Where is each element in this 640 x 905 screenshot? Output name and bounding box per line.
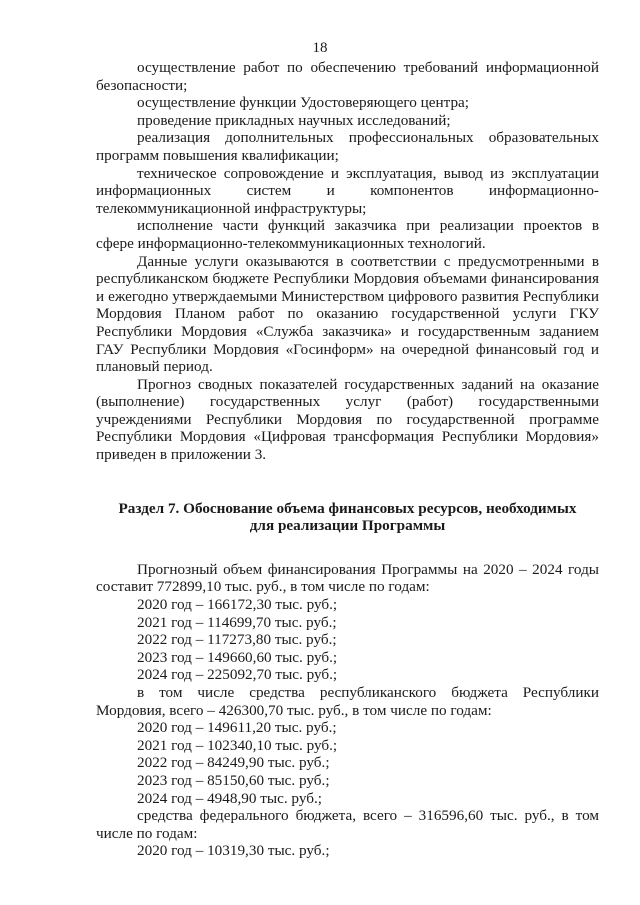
paragraph: Данные услуги оказываются в соответствии с предусмотренными в республиканском бюджете Республики Мордовия объемами финансирования и ежегодно утверждаемыми Министерством цифрового развития Республики Мордовия Планом работ по оказанию государственной услуги ГКУ Республики Мордовия «Служба заказчика» и государственным заданием ГАУ Республики Мордовия «Госинформ» на очередной финансовый год и плановый период. — [96, 252, 599, 376]
list-item: 2021 год – 114699,70 тыс. руб.; — [137, 613, 337, 631]
paragraph: проведение прикладных научных исследований; — [137, 111, 451, 129]
section-title — [96, 500, 599, 535]
section-title-line: для реализации Программы — [249, 517, 446, 535]
paragraph: Прогноз сводных показателей государственных заданий на оказание (выполнение) государственных услуг (работ) государственными учреждениями Республики Мордовия по государственной программе Республики Мордовия «Цифровая трансформация Республики Мордовия» приведен в приложении 3. — [96, 375, 599, 464]
paragraph: техническое сопровождение и эксплуатация, вывод из эксплуатации информационных систем и компонентов информационно-телекоммуникационной инфраструктуры; — [96, 164, 599, 217]
paragraph: в том числе средства республиканского бюджета Республики Мордовия, всего – 426300,70 тыс. руб., в том числе по годам: — [96, 684, 599, 719]
list-item: 2021 год – 102340,10 тыс. руб.; — [137, 736, 338, 754]
paragraph: реализация дополнительных профессиональных образовательных программ повышения квалификации; — [96, 129, 599, 164]
list-item: 2024 год – 225092,70 тыс. руб.; — [137, 666, 338, 684]
paragraph: исполнение части функций заказчика при реализации проектов в сфере информационно-телекоммуникационных технологий. — [96, 217, 599, 252]
list-item: 2022 год – 84249,90 тыс. руб.; — [137, 754, 330, 772]
paragraph: осуществление работ по обеспечению требований информационной безопасности; — [96, 59, 599, 94]
paragraph: осуществление функции Удостоверяющего центра; — [137, 94, 470, 112]
paragraph: средства федерального бюджета, всего – 316596,60 тыс. руб., в том числе по годам: — [96, 807, 599, 842]
section-title-line: Раздел 7. Обоснование объема финансовых ресурсов, необходимых — [118, 499, 577, 517]
list-item: 2020 год – 10319,30 тыс. руб.; — [137, 842, 330, 860]
list-item: 2024 год – 4948,90 тыс. руб.; — [137, 789, 322, 807]
list-item: 2023 год – 149660,60 тыс. руб.; — [137, 648, 338, 666]
paragraph: Прогнозный объем финансирования Программы на 2020 – 2024 годы составит 772899,10 тыс. руб., в том числе по годам: — [96, 560, 599, 596]
list-item: 2023 год – 85150,60 тыс. руб.; — [137, 771, 330, 789]
document-body — [96, 59, 599, 860]
page-number: 18 — [312, 40, 328, 56]
list-item: 2022 год – 117273,80 тыс. руб.; — [137, 631, 337, 649]
list-item: 2020 год – 149611,20 тыс. руб.; — [137, 719, 337, 737]
list-item: 2020 год – 166172,30 тыс. руб.; — [137, 596, 338, 614]
